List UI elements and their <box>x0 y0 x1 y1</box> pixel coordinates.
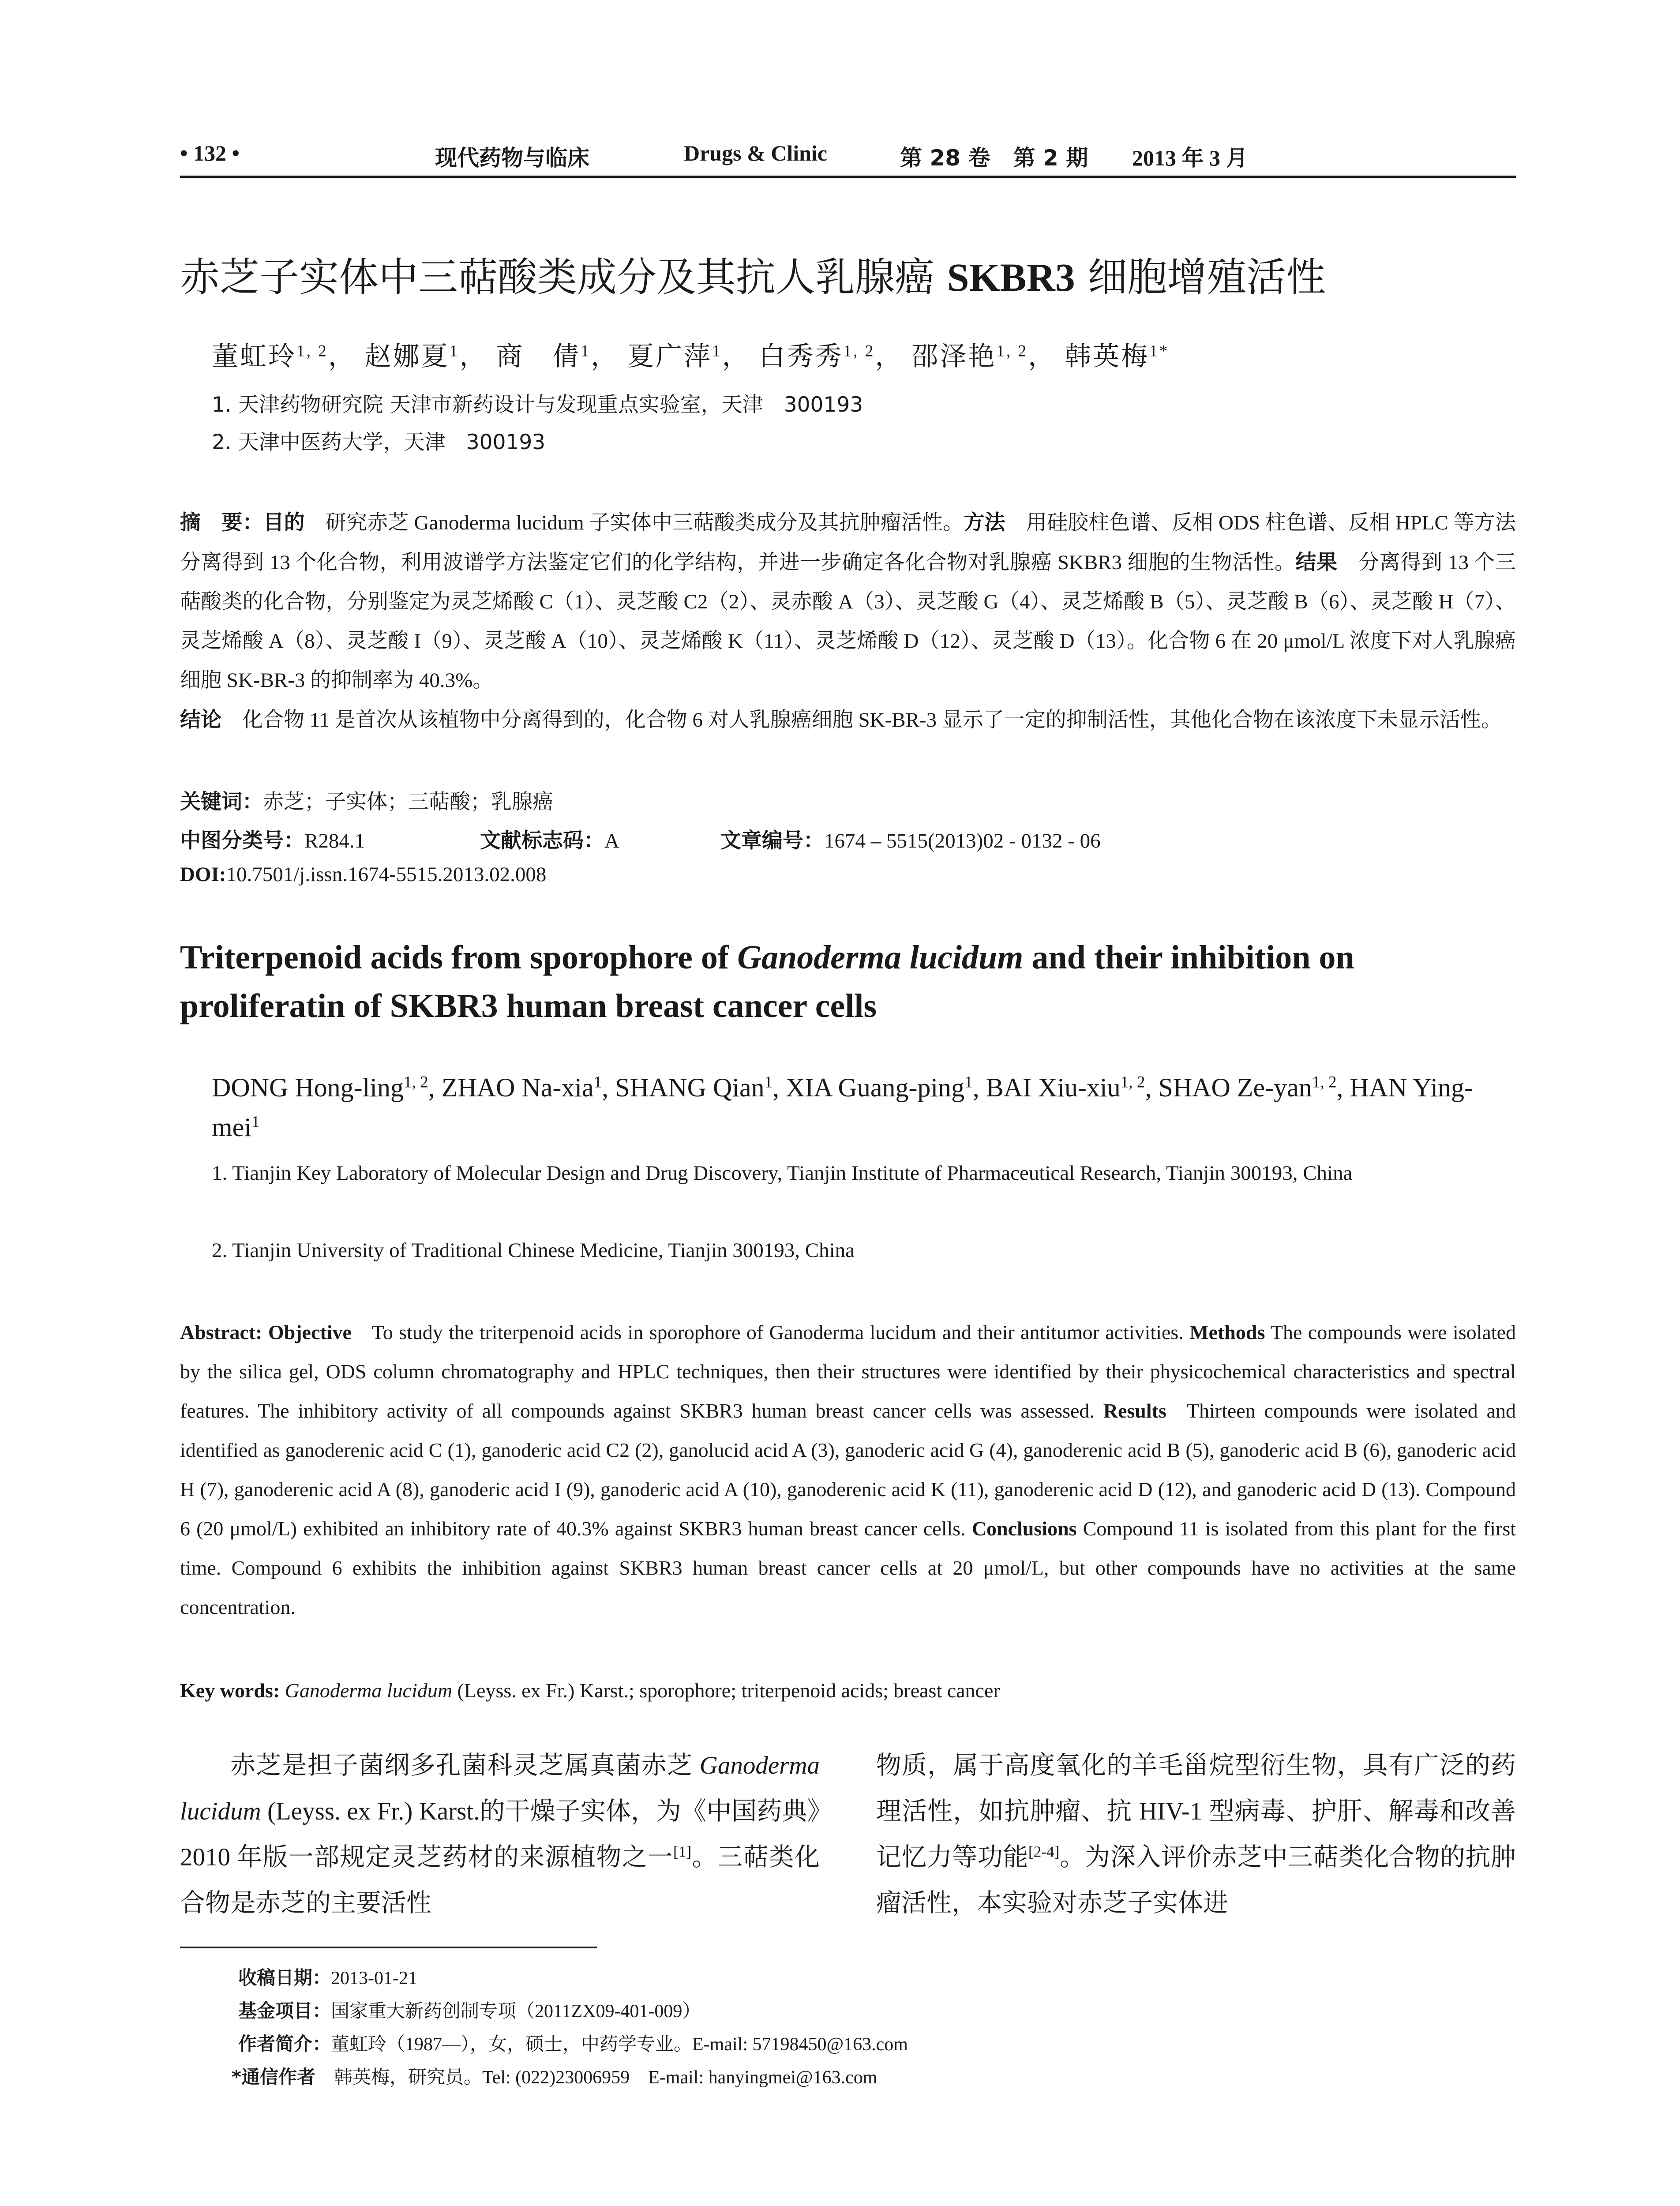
body-species-italic: Ganoderma lucidum <box>180 1752 820 1825</box>
footnote-text: 国家重大新药创制专项（2011ZX09-401-009） <box>331 2001 701 2022</box>
footnote-funding <box>238 1996 701 2023</box>
title-zh <box>180 245 1326 302</box>
journal-name-zh: 现代药物与临床 <box>435 145 589 171</box>
objective-en: To study the triterpenoid acids in sporophore of Ganoderma lucidum and their antitumor activities. <box>371 1321 1184 1343</box>
keywords-zh <box>180 785 553 815</box>
body-column-left <box>180 1743 820 1926</box>
citation-ref: [2-4] <box>1028 1843 1060 1861</box>
author-aff: 1 <box>964 1073 973 1092</box>
author-aff: 1 <box>593 1073 602 1092</box>
conclusions-en: Compound 11 is isolated from this plant for the first time. Compound 6 exhibits the inhibition against SKBR3 human breast cancer cells at 20 μmol/L, but other compounds have no activities at the same concentration. <box>180 1517 1516 1618</box>
article-label: 文章编号： <box>720 829 824 853</box>
doi-value: 10.7501/j.issn.1674-5515.2013.02.008 <box>226 863 547 886</box>
author-name: SHAO Ze-yan <box>1158 1073 1312 1102</box>
body-text: 。三萜类化合物是赤芝的主要活性 <box>180 1843 820 1917</box>
authors-en: DONG Hong-ling$^{1, 2}$, ZHAO Na-xia$^1$, SHANG Qian$^1$, XIA Guang-ping$^1$, BAI Xiu-xiu$^{1, 2}$, SHAO Ze-yan$^{1, 2}$, HAN Ying-mei$^1$ <box>212 1073 1473 1142</box>
author-name: SHANG Qian <box>615 1073 765 1102</box>
journal-name-en: Drugs & Clinic <box>684 141 827 165</box>
conclusions-label-en: Conclusions <box>971 1517 1077 1540</box>
results-label-zh: 结果 <box>1295 550 1338 574</box>
body-column-right <box>876 1743 1516 1926</box>
title-en-part: Triterpenoid acids from sporophore of <box>180 939 738 976</box>
doi-line <box>180 863 546 886</box>
keywords-en-label: Key words: <box>180 1679 280 1702</box>
author-aff: 1, 2 <box>1120 1073 1145 1092</box>
results-zh: 分离得到 13 个三萜酸类的化合物，分别鉴定为灵芝烯酸 C（1）、灵芝酸 C2（2）、灵赤酸 A（3）、灵芝酸 G（4）、灵芝烯酸 B（5）、灵芝酸 B（6）、灵芝酸 H（7）、灵芝烯酸 A（8）、灵芝酸 I（9）、灵芝酸 A（10）、灵芝烯酸 K（11）、灵芝烯酸 D（12）、灵芝酸 D（13）。化合物 6 在 20 μmol/L 浓度下对人乳腺癌细胞 SK-BR-3 的抑制率为 40.3%。 <box>180 551 1516 692</box>
title-zh-part: 细胞增殖活性 <box>1075 254 1326 300</box>
running-header <box>180 140 1516 171</box>
author-name: 韩英梅 <box>1065 342 1150 371</box>
footnote-label: 基金项目： <box>238 2000 331 2022</box>
objective-label-en: Objective <box>268 1321 352 1343</box>
author-aff: 1, 2 <box>996 342 1028 360</box>
results-label-en: Results <box>1103 1399 1166 1422</box>
results-en: Thirteen compounds were isolated and identified as ganoderenic acid C (1), ganoderic acid C2 (2), ganolucid acid A (3), ganoderic acid G (4), ganoderenic acid B (5), ganoderic acid B (6), ganoderic acid H (7), ganoderenic acid A (8), ganoderic acid I (9), ganoderic acid A (10), ganoderenic acid K (11), ganoderenic acid D (12), and ganoderic acid D (13). Compound 6 (20 μmol/L) exhibited an inhibitory rate of 40.3% against SKBR3 human breast cancer cells. <box>180 1399 1516 1540</box>
issue-date: 2013 年 3 月 <box>1132 146 1248 170</box>
footnote-received <box>238 1963 417 1990</box>
footnote-corresponding <box>232 2063 877 2089</box>
author-name: DONG Hong-ling <box>212 1073 404 1102</box>
doc-value: A <box>604 829 619 852</box>
title-zh-bold: SKBR3 <box>947 256 1075 300</box>
body-text: (Leyss. ex Fr.) Karst.的干燥子实体，为《中国药典》2010 年版一部规定灵芝药材的来源植物之一 <box>180 1797 820 1871</box>
authors-zh: 董虹玲$^{1, 2}$， 赵娜夏$^1$， 商 倩$^1$， 夏广萍$^1$， 白秀秀$^{1, 2}$， 邵泽艳$^{1, 2}$， 韩英梅$^{1*}$ <box>212 342 1170 371</box>
affiliation-zh-1: 1. 天津药物研究院 天津市新药设计与发现重点实验室，天津 300193 <box>212 393 863 417</box>
title-en-italic: Ganoderma lucidum <box>737 939 1024 976</box>
affiliation-en-2: 2. Tianjin University of Traditional Chinese Medicine, Tianjin 300193, China <box>212 1239 855 1262</box>
citation-ref: [1] <box>673 1843 692 1861</box>
doc-code <box>480 824 619 854</box>
footnote-text: 董虹玲（1987—），女，硕士，中药学专业。E-mail: 57198450@163.com <box>331 2034 908 2055</box>
footnote-label: *通信作者 <box>232 2066 334 2088</box>
objective-zh: 研究赤芝 Ganoderma lucidum 子实体中三萜酸类成分及其抗肿瘤活性。 <box>325 511 964 534</box>
keywords-zh-label: 关键词： <box>180 790 263 814</box>
article-number <box>720 824 1101 854</box>
author-name: HAN Ying-mei <box>212 1073 1473 1142</box>
objective-label-zh: 目的 <box>263 510 305 535</box>
author-name: 白秀秀 <box>758 342 844 371</box>
abstract-zh-label: 摘 要： <box>180 510 263 535</box>
keywords-en-italic: Ganoderma lucidum <box>285 1679 453 1702</box>
author-aff: 1, 2 <box>296 342 328 360</box>
keywords-zh-value: 赤芝；子实体；三萜酸；乳腺癌 <box>263 790 553 814</box>
title-en <box>180 933 1516 1030</box>
doi-label: DOI: <box>180 863 226 886</box>
abstract-zh <box>180 503 1516 740</box>
footnote-author-bio <box>238 2030 908 2056</box>
methods-label-zh: 方法 <box>964 510 1005 535</box>
methods-en: The compounds were isolated by the silica gel, ODS column chromatography and HPLC techniques, then their structures were identified by their physicochemical characteristics and spectral features. The inhibitory activity of all compounds against SKBR3 human breast cancer cells was assessed. <box>180 1321 1516 1422</box>
affiliation-zh-2: 2. 天津中医药大学，天津 300193 <box>212 430 546 454</box>
article-value: 1674 – 5515(2013)02 - 0132 - 06 <box>824 829 1101 852</box>
author-name: 董虹玲 <box>212 342 296 371</box>
conclusion-zh: 化合物 11 是首次从该植物中分离得到的，化合物 6 对人乳腺癌细胞 SK-BR-3 显示了一定的抑制活性，其他化合物在该浓度下未显示活性。 <box>242 709 1502 732</box>
header-rule <box>180 176 1516 178</box>
author-aff: 1 <box>712 342 722 360</box>
author-aff: 1 <box>764 1073 773 1092</box>
abstract-en <box>180 1313 1516 1627</box>
author-name: ZHAO Na-xia <box>441 1073 594 1102</box>
methods-zh: 用硅胶柱色谱、反相 ODS 柱色谱、反相 HPLC 等方法分离得到 13 个化合物，利用波谱学方法鉴定它们的化学结构，并进一步确定各化合物对乳腺癌 SKBR3 细胞的生物活性。 <box>180 511 1516 574</box>
author-name: 夏广萍 <box>627 342 712 371</box>
conclusion-label-zh: 结论 <box>180 708 221 732</box>
author-name: XIA Guang-ping <box>786 1073 965 1102</box>
affiliation-en-1: 1. Tianjin Key Laboratory of Molecular Design and Drug Discovery, Tianjin Institute of Pharmaceutical Research, Tianjin 300193, China <box>212 1162 1353 1185</box>
footnote-label: 收稿日期： <box>238 1967 331 1988</box>
author-name: BAI Xiu-xiu <box>986 1073 1121 1102</box>
methods-label-en: Methods <box>1189 1321 1265 1343</box>
doc-label: 文献标志码： <box>480 829 604 853</box>
author-aff: 1, 2 <box>843 342 875 360</box>
footnote-text: 2013-01-21 <box>331 1968 417 1988</box>
author-aff: 1 <box>251 1113 260 1131</box>
body-text: 。为深入评价赤芝中三萜类化合物的抗肿瘤活性，本实验对赤芝子实体进 <box>876 1843 1516 1917</box>
body-text: 赤芝是担子菌纲多孔菌科灵芝属真菌赤芝 <box>230 1752 700 1779</box>
author-name: 邵泽艳 <box>911 342 997 371</box>
keywords-en <box>180 1679 1516 1702</box>
clc-label: 中图分类号： <box>180 829 304 853</box>
volume-issue: 第 28 卷 第 2 期 <box>900 145 1088 171</box>
title-zh-part: 赤芝子实体中三萜酸类成分及其抗人乳腺癌 <box>180 254 947 300</box>
author-aff: 1 <box>449 342 460 360</box>
footnote-text: 韩英梅，研究员。Tel: (022)23006959 E-mail: hanyingmei@163.com <box>334 2067 878 2088</box>
page-number: • 132 • <box>180 141 240 165</box>
body-text: 物质，属于高度氧化的羊毛甾烷型衍生物，具有广泛的药理活性，如抗肿瘤、抗 HIV-1 型病毒、护肝、解毒和改善记忆力等功能 <box>876 1752 1516 1871</box>
author-aff: 1* <box>1149 342 1170 360</box>
author-name: 商 倩 <box>496 342 581 371</box>
footnote-label: 作者简介： <box>238 2033 331 2055</box>
author-aff: 1, 2 <box>1312 1073 1337 1092</box>
keywords-en-rest: (Leyss. ex Fr.) Karst.; sporophore; triterpenoid acids; breast cancer <box>452 1679 1000 1702</box>
author-aff: 1 <box>581 342 591 360</box>
clc-value: R284.1 <box>304 829 365 852</box>
title-en-part: and their inhibition on proliferatin of SKBR3 human breast cancer cells <box>180 939 1354 1024</box>
classification-line <box>180 824 1516 854</box>
abstract-en-label: Abstract: <box>180 1321 262 1343</box>
author-aff: 1, 2 <box>403 1073 428 1092</box>
author-name: 赵娜夏 <box>364 342 450 371</box>
footnote-rule <box>180 1947 597 1948</box>
